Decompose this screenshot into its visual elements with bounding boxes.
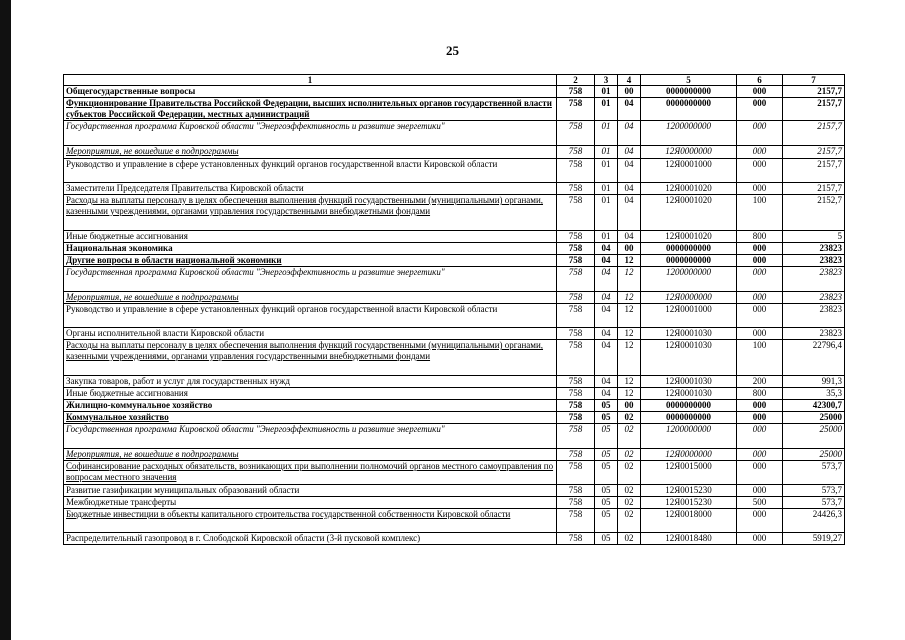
row-value-cell-c4: 00 [618,243,641,255]
row-name-cell: Иные бюджетные ассигнования [64,231,557,243]
header-cell: 4 [618,75,641,86]
row-value-cell-c6: 500 [737,497,783,509]
row-value-cell-c5: 0000000000 [641,86,737,98]
row-value-cell-c7: 2157,7 [783,183,845,195]
row-value-cell-c4: 00 [618,86,641,98]
row-value-cell-c7: 991,3 [783,376,845,388]
row-value-cell-c5: 12Я0001000 [641,159,737,183]
row-value-cell-c7: 2157,7 [783,98,845,121]
table-row [64,243,845,255]
table-row [64,231,845,243]
row-name-cell: Иные бюджетные ассигнования [64,388,557,400]
table-row [64,121,845,146]
row-name-cell: Органы исполнительной власти Кировской области [64,328,557,340]
row-value-cell-c3: 04 [595,267,618,292]
row-value-cell-c5: 12Я0000000 [641,292,737,304]
row-value-cell-c7: 573,7 [783,485,845,497]
row-value-cell-c3: 04 [595,328,618,340]
row-value-cell-c5: 12Я0000000 [641,146,737,159]
row-name-cell: Закупка товаров, работ и услуг для государственных нужд [64,376,557,388]
table-header-row [64,75,845,86]
row-name-cell: Функционирование Правительства Российской Федерации, высших исполнительных органов государственной власти субъектов Российской Федерации, местных администраций [64,98,557,121]
row-value-cell-c2: 758 [557,497,595,509]
row-value-cell-c6: 000 [737,159,783,183]
row-value-cell-c7: 5919,27 [783,533,845,545]
row-value-cell-c4: 12 [618,267,641,292]
row-value-cell-c7: 23823 [783,243,845,255]
row-value-cell-c5: 12Я0000000 [641,449,737,461]
row-name-cell: Руководство и управление в сфере установленных функций органов государственной власти Кировской области [64,159,557,183]
row-value-cell-c6: 100 [737,195,783,231]
row-value-cell-c4: 02 [618,412,641,424]
row-value-cell-c5: 0000000000 [641,412,737,424]
row-value-cell-c6: 000 [737,292,783,304]
row-value-cell-c3: 05 [595,449,618,461]
row-value-cell-c6: 000 [737,86,783,98]
table-row [64,267,845,292]
row-value-cell-c2: 758 [557,86,595,98]
budget-table [63,74,845,545]
table-row [64,424,845,449]
row-value-cell-c7: 2157,7 [783,121,845,146]
row-value-cell-c4: 02 [618,485,641,497]
row-value-cell-c7: 2157,7 [783,146,845,159]
row-name-cell: Межбюджетные трансферты [64,497,557,509]
row-value-cell-c3: 04 [595,292,618,304]
row-value-cell-c4: 12 [618,292,641,304]
table-row [64,340,845,376]
row-name-cell: Мероприятия, не вошедшие в подпрограммы [64,292,557,304]
row-value-cell-c3: 05 [595,400,618,412]
row-value-cell-c4: 02 [618,449,641,461]
table-row [64,255,845,267]
row-value-cell-c5: 1200000000 [641,267,737,292]
row-value-cell-c2: 758 [557,231,595,243]
row-value-cell-c6: 000 [737,533,783,545]
table-row [64,292,845,304]
row-name-cell: Мероприятия, не вошедшие в подпрограммы [64,449,557,461]
row-name-cell: Государственная программа Кировской области "Энергоэффективность и развитие энергетики" [64,424,557,449]
left-scan-edge [0,0,11,640]
row-value-cell-c6: 000 [737,485,783,497]
table-row [64,485,845,497]
row-name-cell: Национальная экономика [64,243,557,255]
row-value-cell-c6: 000 [737,412,783,424]
row-value-cell-c6: 000 [737,304,783,328]
table-row [64,388,845,400]
row-value-cell-c5: 12Я0001030 [641,340,737,376]
row-value-cell-c7: 23823 [783,255,845,267]
row-value-cell-c6: 000 [737,146,783,159]
row-value-cell-c6: 000 [737,183,783,195]
row-value-cell-c6: 000 [737,98,783,121]
row-value-cell-c6: 800 [737,388,783,400]
row-value-cell-c2: 758 [557,376,595,388]
row-value-cell-c2: 758 [557,424,595,449]
row-value-cell-c2: 758 [557,243,595,255]
row-name-cell: Распределительный газопровод в г. Слободской Кировской области (3-й пусковой комплекс) [64,533,557,545]
row-value-cell-c5: 12Я0015230 [641,485,737,497]
row-value-cell-c6: 000 [737,461,783,485]
row-value-cell-c6: 000 [737,449,783,461]
row-value-cell-c2: 758 [557,98,595,121]
row-value-cell-c3: 05 [595,509,618,533]
row-name-cell: Заместители Председателя Правительства Кировской области [64,183,557,195]
table-row [64,449,845,461]
row-name-cell: Жилищно-коммунальное хозяйство [64,400,557,412]
row-value-cell-c3: 05 [595,424,618,449]
row-value-cell-c5: 12Я0018480 [641,533,737,545]
row-value-cell-c5: 12Я0001000 [641,304,737,328]
row-value-cell-c2: 758 [557,485,595,497]
row-value-cell-c5: 12Я0001030 [641,388,737,400]
row-value-cell-c5: 12Я0001030 [641,328,737,340]
row-value-cell-c5: 12Я0001020 [641,195,737,231]
table-row [64,400,845,412]
row-value-cell-c3: 04 [595,255,618,267]
row-value-cell-c4: 04 [618,183,641,195]
row-value-cell-c5: 12Я0001020 [641,231,737,243]
row-value-cell-c7: 25000 [783,412,845,424]
table-row [64,195,845,231]
row-value-cell-c5: 12Я0015230 [641,497,737,509]
row-value-cell-c2: 758 [557,146,595,159]
table-row [64,509,845,533]
row-value-cell-c6: 000 [737,328,783,340]
row-value-cell-c4: 04 [618,159,641,183]
row-value-cell-c4: 12 [618,388,641,400]
row-value-cell-c4: 04 [618,231,641,243]
row-value-cell-c5: 0000000000 [641,243,737,255]
table-row [64,86,845,98]
table-row [64,497,845,509]
row-value-cell-c6: 000 [737,267,783,292]
table-body [64,86,845,545]
row-value-cell-c4: 12 [618,340,641,376]
row-value-cell-c5: 12Я0018000 [641,509,737,533]
table-row [64,533,845,545]
row-value-cell-c6: 000 [737,121,783,146]
row-value-cell-c5: 12Я0001020 [641,183,737,195]
row-name-cell: Софинансирование расходных обязательств, возникающих при выполнении полномочий органов местного самоуправления по вопросам местного значения [64,461,557,485]
row-name-cell: Коммунальное хозяйство [64,412,557,424]
table-row [64,159,845,183]
row-value-cell-c6: 000 [737,509,783,533]
row-value-cell-c4: 02 [618,497,641,509]
row-value-cell-c7: 24426,3 [783,509,845,533]
row-value-cell-c7: 2157,7 [783,159,845,183]
row-value-cell-c2: 758 [557,304,595,328]
row-value-cell-c4: 12 [618,376,641,388]
row-value-cell-c3: 01 [595,159,618,183]
table-row [64,328,845,340]
row-name-cell: Государственная программа Кировской области "Энергоэффективность и развитие энергетики" [64,121,557,146]
row-value-cell-c4: 04 [618,121,641,146]
table-row [64,146,845,159]
table-row [64,98,845,121]
row-value-cell-c4: 12 [618,328,641,340]
row-value-cell-c3: 01 [595,195,618,231]
row-value-cell-c5: 12Я0015000 [641,461,737,485]
row-value-cell-c2: 758 [557,449,595,461]
row-value-cell-c2: 758 [557,328,595,340]
row-name-cell: Бюджетные инвестиции в объекты капитального строительства государственной собственности Кировской области [64,509,557,533]
row-value-cell-c2: 758 [557,159,595,183]
row-value-cell-c7: 23823 [783,292,845,304]
row-value-cell-c4: 00 [618,400,641,412]
row-value-cell-c2: 758 [557,183,595,195]
row-value-cell-c5: 12Я0001030 [641,376,737,388]
row-value-cell-c2: 758 [557,461,595,485]
row-value-cell-c7: 23823 [783,328,845,340]
row-name-cell: Государственная программа Кировской области "Энергоэффективность и развитие энергетики" [64,267,557,292]
row-value-cell-c7: 25000 [783,424,845,449]
row-value-cell-c7: 573,7 [783,461,845,485]
row-value-cell-c3: 05 [595,533,618,545]
header-cell: 7 [783,75,845,86]
table-row [64,461,845,485]
row-value-cell-c5: 1200000000 [641,424,737,449]
row-name-cell: Мероприятия, не вошедшие в подпрограммы [64,146,557,159]
row-value-cell-c2: 758 [557,412,595,424]
row-value-cell-c2: 758 [557,400,595,412]
row-value-cell-c6: 000 [737,255,783,267]
row-value-cell-c7: 35,3 [783,388,845,400]
row-value-cell-c7: 23823 [783,304,845,328]
row-value-cell-c6: 200 [737,376,783,388]
row-value-cell-c3: 01 [595,86,618,98]
row-value-cell-c4: 04 [618,98,641,121]
row-value-cell-c6: 100 [737,340,783,376]
row-value-cell-c2: 758 [557,195,595,231]
row-name-cell: Развитие газификации муниципальных образований области [64,485,557,497]
row-value-cell-c5: 0000000000 [641,255,737,267]
row-name-cell: Расходы на выплаты персоналу в целях обеспечения выполнения функций государственными (муниципальными) органами, казенными учреждениями, органами управления государственными внебюджетными фондами [64,195,557,231]
row-value-cell-c4: 04 [618,146,641,159]
table-row [64,376,845,388]
row-value-cell-c4: 02 [618,509,641,533]
row-value-cell-c3: 01 [595,98,618,121]
header-cell: 5 [641,75,737,86]
header-cell: 6 [737,75,783,86]
row-value-cell-c3: 01 [595,183,618,195]
row-value-cell-c3: 01 [595,146,618,159]
header-cell: 1 [64,75,557,86]
row-value-cell-c4: 02 [618,533,641,545]
row-value-cell-c7: 25000 [783,449,845,461]
table-row [64,304,845,328]
row-name-cell: Другие вопросы в области национальной экономики [64,255,557,267]
row-value-cell-c2: 758 [557,533,595,545]
row-value-cell-c7: 23823 [783,267,845,292]
row-value-cell-c7: 42300,7 [783,400,845,412]
row-value-cell-c6: 000 [737,400,783,412]
row-value-cell-c6: 000 [737,424,783,449]
row-value-cell-c7: 5 [783,231,845,243]
row-value-cell-c4: 12 [618,304,641,328]
row-name-cell: Расходы на выплаты персоналу в целях обеспечения выполнения функций государственными (муниципальными) органами, казенными учреждениями, органами управления государственными внебюджетными фондами [64,340,557,376]
row-name-cell: Руководство и управление в сфере установленных функций органов государственной власти Кировской области [64,304,557,328]
row-value-cell-c7: 2157,7 [783,86,845,98]
row-value-cell-c3: 04 [595,340,618,376]
row-value-cell-c5: 0000000000 [641,400,737,412]
row-value-cell-c3: 01 [595,231,618,243]
row-value-cell-c3: 04 [595,243,618,255]
row-value-cell-c7: 2152,7 [783,195,845,231]
row-value-cell-c6: 000 [737,243,783,255]
row-value-cell-c3: 04 [595,376,618,388]
row-value-cell-c6: 800 [737,231,783,243]
row-value-cell-c7: 573,7 [783,497,845,509]
row-value-cell-c4: 04 [618,195,641,231]
row-value-cell-c4: 02 [618,461,641,485]
page-number: 25 [446,43,459,58]
row-value-cell-c2: 758 [557,388,595,400]
row-value-cell-c2: 758 [557,292,595,304]
row-value-cell-c2: 758 [557,340,595,376]
row-value-cell-c3: 01 [595,121,618,146]
row-value-cell-c7: 22796,4 [783,340,845,376]
row-value-cell-c3: 04 [595,388,618,400]
row-value-cell-c3: 04 [595,304,618,328]
row-value-cell-c2: 758 [557,121,595,146]
row-value-cell-c5: 1200000000 [641,121,737,146]
row-value-cell-c3: 05 [595,497,618,509]
table-row [64,412,845,424]
table-row [64,183,845,195]
row-value-cell-c4: 12 [618,255,641,267]
row-value-cell-c3: 05 [595,485,618,497]
row-value-cell-c3: 05 [595,461,618,485]
row-value-cell-c2: 758 [557,267,595,292]
row-value-cell-c3: 05 [595,412,618,424]
row-value-cell-c2: 758 [557,255,595,267]
row-name-cell: Общегосударственные вопросы [64,86,557,98]
header-cell: 3 [595,75,618,86]
row-value-cell-c2: 758 [557,509,595,533]
row-value-cell-c4: 02 [618,424,641,449]
row-value-cell-c5: 0000000000 [641,98,737,121]
header-cell: 2 [557,75,595,86]
